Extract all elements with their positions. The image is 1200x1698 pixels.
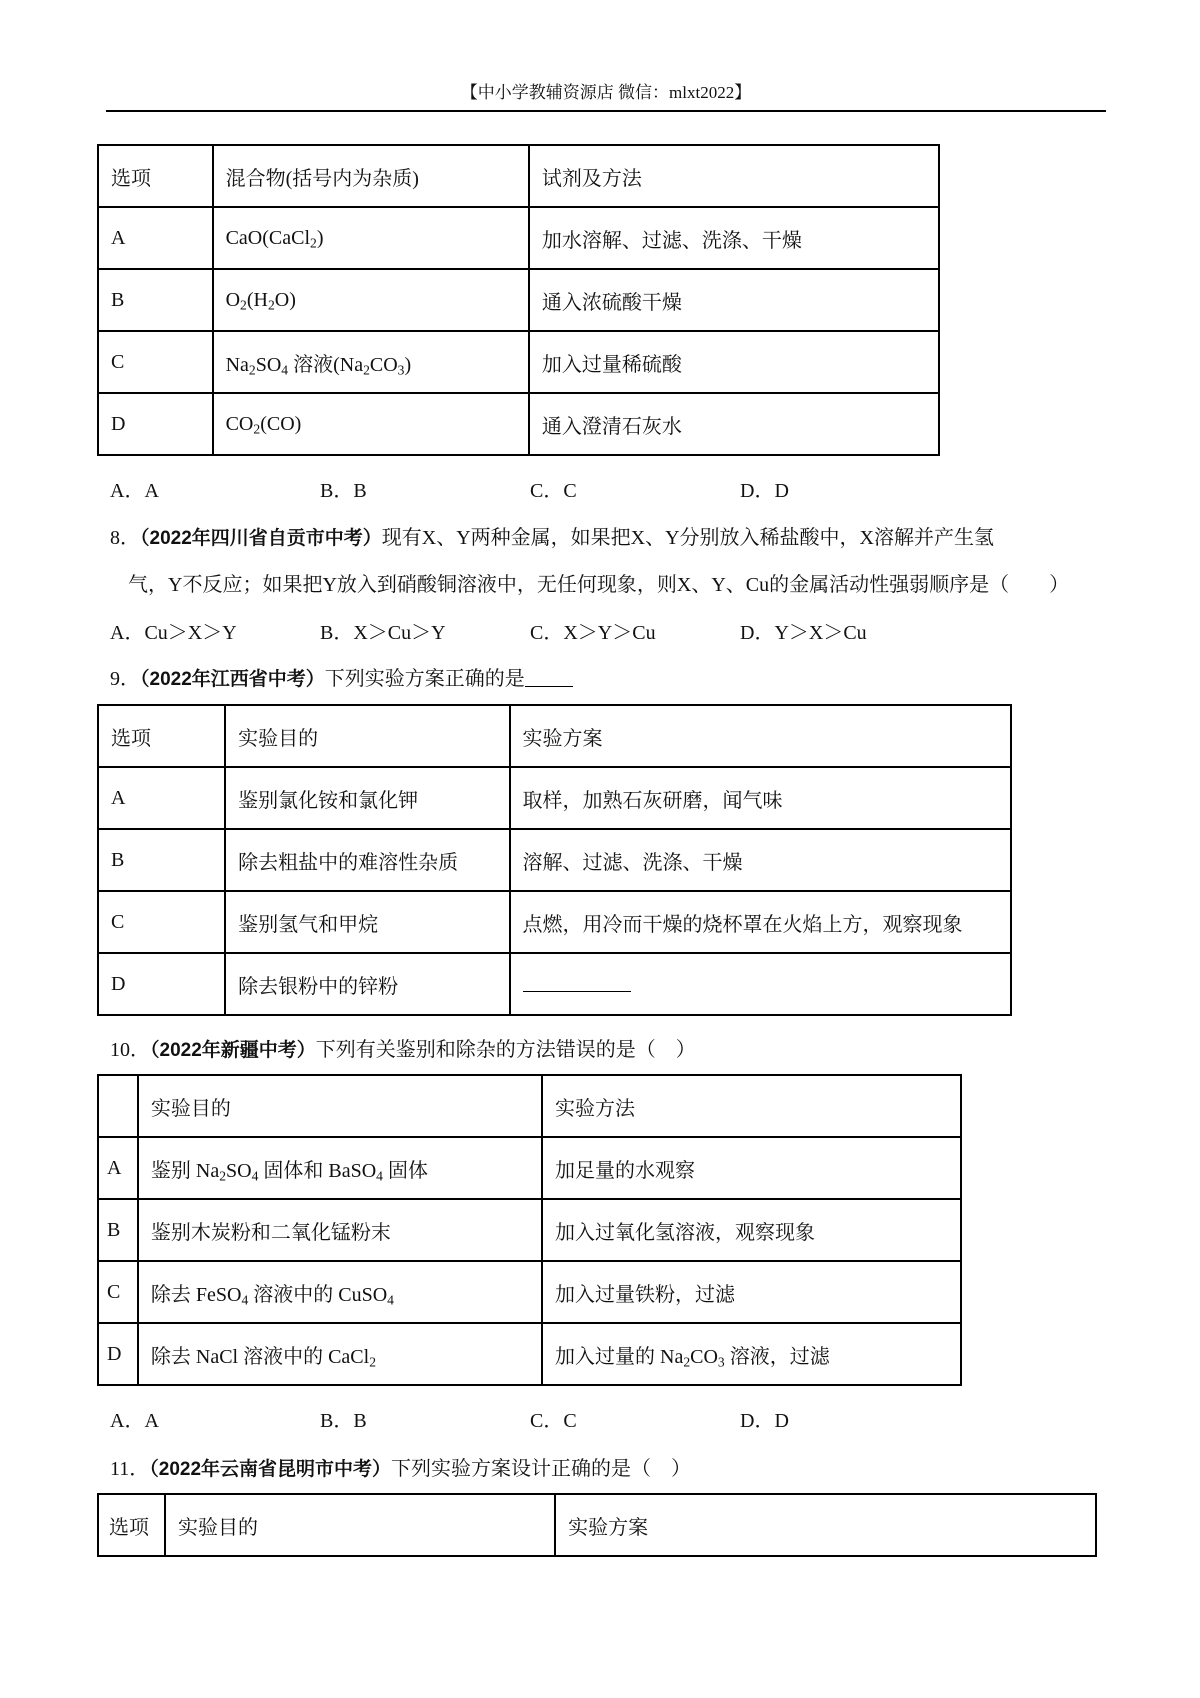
- header-cell: 实验目的: [165, 1494, 555, 1556]
- plan-cell: 溶解、过滤、洗涤、干燥: [510, 829, 1011, 891]
- header-cell: 选项: [98, 145, 213, 207]
- option-c[interactable]: C．X＞Y＞Cu: [530, 622, 656, 644]
- option-cell: D: [98, 1323, 138, 1385]
- option-cell: C: [98, 891, 225, 953]
- question-text: 下列实验方案正确的是: [324, 668, 525, 690]
- option-cell: B: [98, 829, 225, 891]
- plan-cell: 点燃，用冷而干燥的烧杯罩在火焰上方，观察现象: [510, 891, 1011, 953]
- option-c[interactable]: C．C: [530, 1410, 577, 1432]
- table-row: [98, 1137, 961, 1199]
- table-row: [98, 1199, 961, 1261]
- option-cell: A: [98, 1137, 138, 1199]
- option-d[interactable]: D．Y＞X＞Cu: [740, 622, 867, 644]
- table-row: [98, 1323, 961, 1385]
- table-row: [98, 891, 1011, 953]
- header-cell: 试剂及方法: [529, 145, 939, 207]
- answer-blank[interactable]: [525, 668, 573, 687]
- answer-blank[interactable]: [523, 973, 631, 992]
- header-cell: 实验方法: [542, 1075, 961, 1137]
- method-cell: 通入浓硫酸干燥: [529, 269, 939, 331]
- question-text: 下列有关鉴别和除杂的方法错误的是（ ）: [315, 1039, 696, 1061]
- table-row: [98, 393, 939, 455]
- method-cell: 加入过量的 $Na_2CO_3$ 溶液，过滤: [542, 1323, 961, 1385]
- option-d[interactable]: D．D: [740, 1410, 789, 1432]
- method-cell: 加入过氧化氢溶液，观察现象: [542, 1199, 961, 1261]
- mixture-cell: $CO_2(CO)$: [213, 393, 529, 455]
- q10-table: [97, 1074, 962, 1386]
- option-b[interactable]: B．X＞Cu＞Y: [320, 622, 446, 644]
- plan-cell: [510, 953, 1011, 1015]
- question-source: （2022年新疆中考）: [150, 1040, 316, 1061]
- page-header: 【中小学教辅资源店 微信：mlxt2022】: [460, 83, 752, 102]
- table-row: [98, 767, 1011, 829]
- option-b[interactable]: B．B: [320, 480, 367, 502]
- question-text: 下列实验方案设计正确的是（ ）: [391, 1458, 692, 1480]
- goal-cell: 鉴别木炭粉和二氧化锰粉末: [138, 1199, 542, 1261]
- mixture-cell: $Na_2SO_4$ 溶液$(Na_2CO_3)$: [213, 331, 529, 393]
- goal-cell: 除去银粉中的锌粉: [225, 953, 509, 1015]
- question-number: 11．: [110, 1458, 150, 1480]
- question-number: 10．: [110, 1039, 150, 1061]
- option-cell: B: [98, 1199, 138, 1261]
- table-header-row: [98, 1075, 961, 1137]
- table-row: [98, 269, 939, 331]
- option-d[interactable]: D．D: [740, 480, 789, 502]
- method-cell: 通入澄清石灰水: [529, 393, 939, 455]
- option-cell: D: [98, 953, 225, 1015]
- mixture-cell: CaO(CaCl$_2$): [213, 207, 529, 269]
- header-cell: 实验方案: [510, 705, 1011, 767]
- q10-stem: [110, 1037, 696, 1064]
- goal-cell: 鉴别 $Na_2SO_4$ 固体和 BaSO$_4$ 固体: [138, 1137, 542, 1199]
- question-number: 9．: [110, 668, 140, 690]
- option-b[interactable]: B．B: [320, 1410, 367, 1432]
- method-cell: 加足量的水观察: [542, 1137, 961, 1199]
- goal-cell: 鉴别氢气和甲烷: [225, 891, 509, 953]
- option-cell: B: [98, 269, 213, 331]
- method-cell: 加入过量稀硫酸: [529, 331, 939, 393]
- option-cell: C: [98, 331, 213, 393]
- q11-stem: [110, 1456, 691, 1483]
- goal-cell: 鉴别氯化铵和氯化钾: [225, 767, 509, 829]
- option-a[interactable]: A．Cu＞X＞Y: [110, 622, 237, 644]
- q7-table: [97, 144, 940, 456]
- question-number: 8．: [110, 527, 140, 549]
- header-cell: 选项: [98, 705, 225, 767]
- header-cell: 实验目的: [138, 1075, 542, 1137]
- q9-table: [97, 704, 1012, 1016]
- table-header-row: [98, 1494, 1096, 1556]
- table-row: [98, 331, 939, 393]
- method-cell: 加水溶解、过滤、洗涤、干燥: [529, 207, 939, 269]
- table-row: [98, 1261, 961, 1323]
- option-cell: C: [98, 1261, 138, 1323]
- header-cell: [98, 1075, 138, 1137]
- option-a[interactable]: A．A: [110, 480, 159, 502]
- table-header-row: [98, 705, 1011, 767]
- q8-stem-line1: [110, 525, 994, 552]
- option-c[interactable]: C．C: [530, 480, 577, 502]
- table-header-row: [98, 145, 939, 207]
- option-a[interactable]: A．A: [110, 1410, 159, 1432]
- header-cell: 实验目的: [225, 705, 509, 767]
- question-source: （2022年江西省中考）: [140, 669, 325, 690]
- header-cell: 选项: [98, 1494, 165, 1556]
- method-cell: 加入过量铁粉，过滤: [542, 1261, 961, 1323]
- header-cell: 混合物(括号内为杂质): [213, 145, 529, 207]
- question-source: （2022年四川省自贡市中考）: [140, 528, 382, 549]
- option-cell: D: [98, 393, 213, 455]
- question-source: （2022年云南省昆明市中考）: [149, 1459, 392, 1480]
- plan-cell: 取样，加熟石灰研磨，闻气味: [510, 767, 1011, 829]
- goal-cell: 除去 FeSO$_4$ 溶液中的 CuSO$_4$: [138, 1261, 542, 1323]
- option-cell: A: [98, 207, 213, 269]
- header-cell: 实验方案: [555, 1494, 1096, 1556]
- q9-stem: [110, 666, 573, 693]
- table-row: [98, 207, 939, 269]
- q8-stem-line2: 气，Y不反应；如果把Y放入到硝酸铜溶液中，无任何现象，则X、Y、Cu的金属活动性强弱顺序是（ ）: [128, 574, 1070, 596]
- table-row: [98, 953, 1011, 1015]
- goal-cell: 除去粗盐中的难溶性杂质: [225, 829, 509, 891]
- question-text: 现有X、Y两种金属，如果把X、Y分别放入稀盐酸中，X溶解并产生氢: [381, 527, 994, 549]
- goal-cell: 除去 NaCl 溶液中的 CaCl$_2$: [138, 1323, 542, 1385]
- option-cell: A: [98, 767, 225, 829]
- header-divider: [106, 110, 1106, 112]
- q11-table: [97, 1493, 1097, 1557]
- mixture-cell: $O_2(H_2O)$: [213, 269, 529, 331]
- table-row: [98, 829, 1011, 891]
